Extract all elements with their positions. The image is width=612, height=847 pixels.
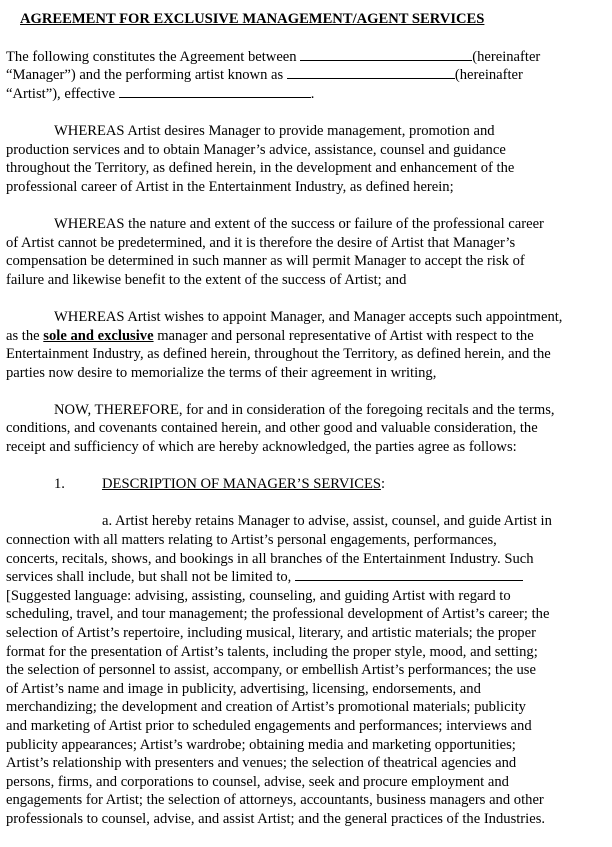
paragraph-line: selection of Artist’s repertoire, including musical, literary, and artistic materials; the proper — [6, 625, 536, 641]
paragraph-line: parties now desire to memorialize the terms of their agreement in writing, — [6, 364, 437, 381]
now-therefore-paragraph — [6, 401, 608, 457]
sole-and-exclusive-emphasis: sole and exclusive — [43, 327, 154, 344]
section-number: 1. — [54, 476, 65, 493]
intro-line-3 — [6, 85, 608, 104]
paragraph-line: professionals to counsel, advise, and assist Artist; and the general practices of the Industries. — [6, 810, 546, 827]
paragraph-line: WHEREAS Artist wishes to appoint Manager, and Manager accepts such appointment, — [54, 308, 563, 325]
paragraph-line: persons, firms, and corporations to counsel, advise, seek and procure employment and — [6, 773, 509, 790]
paragraph-line: throughout the Territory, as defined herein, in the development and enhancement of the — [6, 160, 515, 177]
paragraph-line: Artist’s relationship with presenters and venues; the selection of theatrical agencies and — [6, 755, 517, 772]
paragraph-line: WHEREAS Artist desires Manager to provide management, promotion and — [54, 122, 495, 139]
intro-line-2 — [6, 66, 608, 85]
paragraph-line: receipt and sufficiency of which are hereby acknowledged, the parties agree as follows: — [6, 439, 517, 456]
paragraph-text: services shall include, but shall not be limited to, — [6, 569, 295, 586]
whereas-paragraph-1 — [6, 122, 608, 196]
section-1-heading — [6, 475, 608, 494]
intro-paragraph — [6, 48, 608, 104]
document-page — [6, 10, 608, 847]
paragraph-line: a. Artist hereby retains Manager to advise, assist, counsel, and guide Artist in — [102, 513, 552, 530]
intro-text: . — [310, 85, 315, 102]
intro-text: “Artist”), effective — [6, 85, 119, 102]
intro-text: The following constitutes the Agreement between — [6, 48, 301, 65]
effective-date-blank[interactable] — [119, 85, 311, 98]
paragraph-line: format for the presentation of Artist’s talents, including the proper style, mood, and setting; — [6, 643, 538, 660]
paragraph-line: [Suggested language: advising, assisting, counseling, and guiding Artist with regard to — [6, 587, 511, 604]
section-title: DESCRIPTION OF MANAGER’S SERVICES — [102, 476, 381, 493]
paragraph-line: of Artist’s name and image in publicity, advertising, licensing, endorsements, and — [6, 680, 481, 697]
manager-name-blank[interactable] — [300, 48, 472, 61]
whereas-paragraph-2 — [6, 215, 608, 289]
paragraph-line: conditions, and covenants contained herein, and other good and valuable consideration, the — [6, 420, 538, 437]
paragraph-line: publicity appearances; Artist’s wardrobe; obtaining media and marketing opportunities; — [6, 736, 516, 753]
artist-name-blank[interactable] — [287, 66, 455, 79]
document-title: AGREEMENT FOR EXCLUSIVE MANAGEMENT/AGENT SERVICES — [20, 11, 485, 27]
paragraph-line — [6, 327, 608, 346]
intro-line-1 — [6, 48, 608, 67]
paragraph-line: connection with all matters relating to Artist’s personal engagements, performances, — [6, 532, 497, 549]
intro-text: (hereinafter — [472, 48, 541, 65]
paragraph-line: merchandizing; the development and creation of Artist’s promotional materials; publicity — [6, 699, 526, 716]
paragraph-line: professional career of Artist in the Entertainment Industry, as defined herein; — [6, 178, 454, 195]
paragraph-line: production services and to obtain Manager’s advice, assistance, counsel and guidance — [6, 141, 506, 158]
clause-a-paragraph — [6, 512, 608, 828]
paragraph-line: failure and likewise benefit to the extent of the success of Artist; and — [6, 271, 407, 288]
paragraph-line: concerts, recitals, shows, and bookings in all branches of the Entertainment Industry. Such — [6, 550, 534, 567]
paragraph-line: compensation be determined in such manner as will permit Manager to accept the risk of — [6, 253, 525, 270]
paragraph-line: the selection of personnel to assist, accompany, or embellish Artist’s performances; the use — [6, 662, 536, 679]
paragraph-line: scheduling, travel, and tour management; the professional development of Artist’s career; the — [6, 606, 550, 623]
paragraph-line: and marketing of Artist prior to scheduled engagements and performances; interviews and — [6, 717, 532, 734]
intro-text: (hereinafter — [454, 67, 523, 84]
paragraph-text: as the — [6, 327, 44, 344]
paragraph-text: manager and personal representative of Artist with respect to the — [153, 327, 534, 344]
whereas-paragraph-3 — [6, 308, 608, 382]
paragraph-line: of Artist cannot be predetermined, and it is therefore the desire of Artist that Manager’s — [6, 234, 516, 251]
services-blank[interactable] — [295, 568, 523, 581]
paragraph-line: NOW, THEREFORE, for and in consideration of the foregoing recitals and the terms, — [54, 401, 555, 418]
paragraph-line: Entertainment Industry, as defined herein, throughout the Territory, as defined herein, and the — [6, 346, 551, 363]
paragraph-line: WHEREAS the nature and extent of the success or failure of the professional career — [54, 215, 544, 232]
section-colon: : — [380, 476, 386, 493]
paragraph-line — [6, 568, 608, 587]
intro-text: “Manager”) and the performing artist known as — [6, 67, 287, 84]
paragraph-line: engagements for Artist; the selection of attorneys, accountants, business managers and other — [6, 792, 544, 809]
